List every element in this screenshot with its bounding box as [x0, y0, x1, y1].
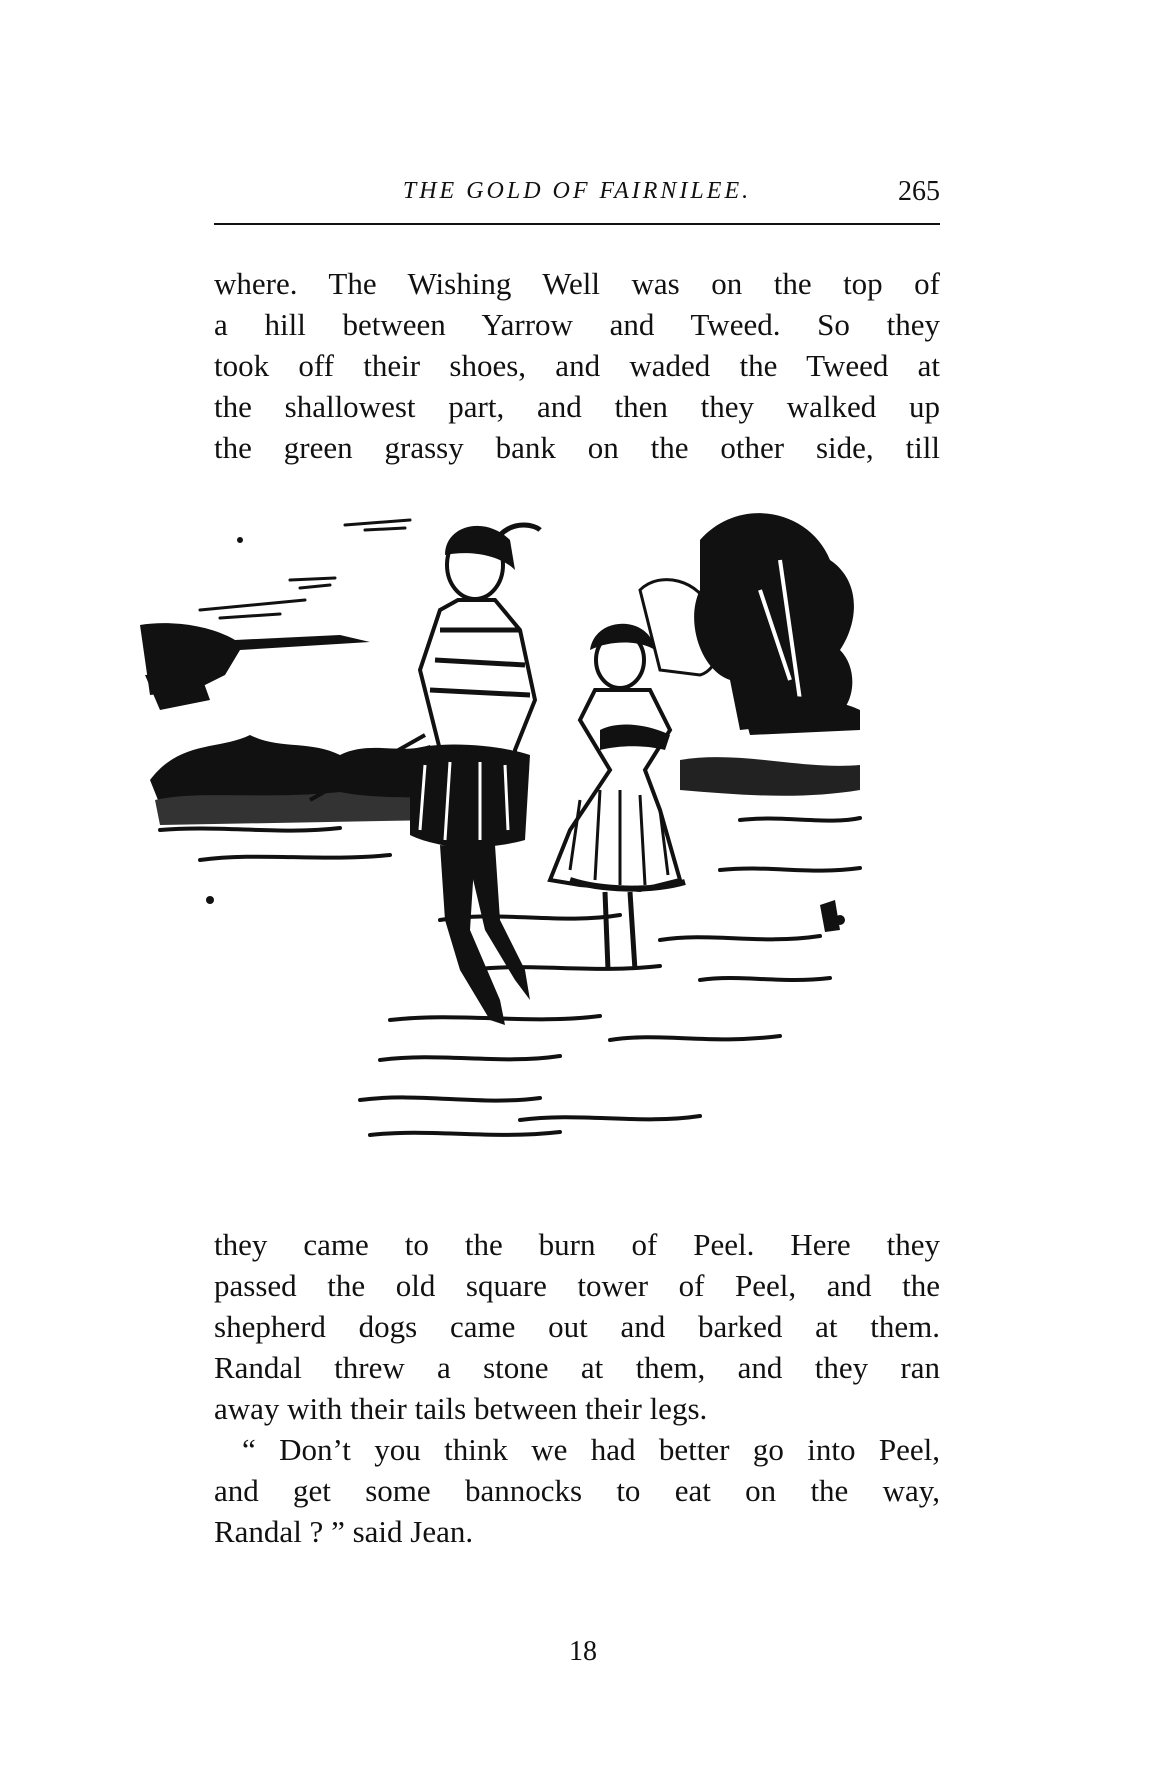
- text-line: the green grassy bank on the other side, till: [214, 430, 940, 465]
- top-paragraph: [214, 263, 940, 468]
- text-line: they came to the burn of Peel. Here they: [214, 1227, 940, 1262]
- text-line: took off their shoes, and waded the Tweed at: [214, 348, 940, 383]
- text-line: Randal threw a stone at them, and they ran: [214, 1350, 940, 1385]
- illustration-icon: [140, 500, 1000, 1200]
- text-line: a hill between Yarrow and Tweed. So they: [214, 307, 940, 342]
- text-line: the shallowest part, and then they walked up: [214, 389, 940, 424]
- text-line: passed the old square tower of Peel, and the: [214, 1268, 940, 1303]
- bottom-paragraph: [214, 1224, 940, 1552]
- text-line: shepherd dogs came out and barked at them.: [214, 1309, 940, 1344]
- dialogue-line: and get some bannocks to eat on the way,: [214, 1473, 940, 1508]
- page-number: 265: [898, 176, 940, 207]
- text-line: where. The Wishing Well was on the top of: [214, 266, 940, 301]
- header-rule: [214, 223, 940, 225]
- dialogue-line: Randal ? ” said Jean.: [214, 1514, 474, 1549]
- signature-mark: 18: [569, 1636, 597, 1667]
- running-title: THE GOLD OF FAIRNILEE.: [402, 178, 752, 204]
- dialogue-line: “ Don’t you think we had better go into Peel,: [242, 1432, 940, 1467]
- text-line: away with their tails between their legs.: [214, 1391, 708, 1426]
- running-head: [214, 176, 940, 216]
